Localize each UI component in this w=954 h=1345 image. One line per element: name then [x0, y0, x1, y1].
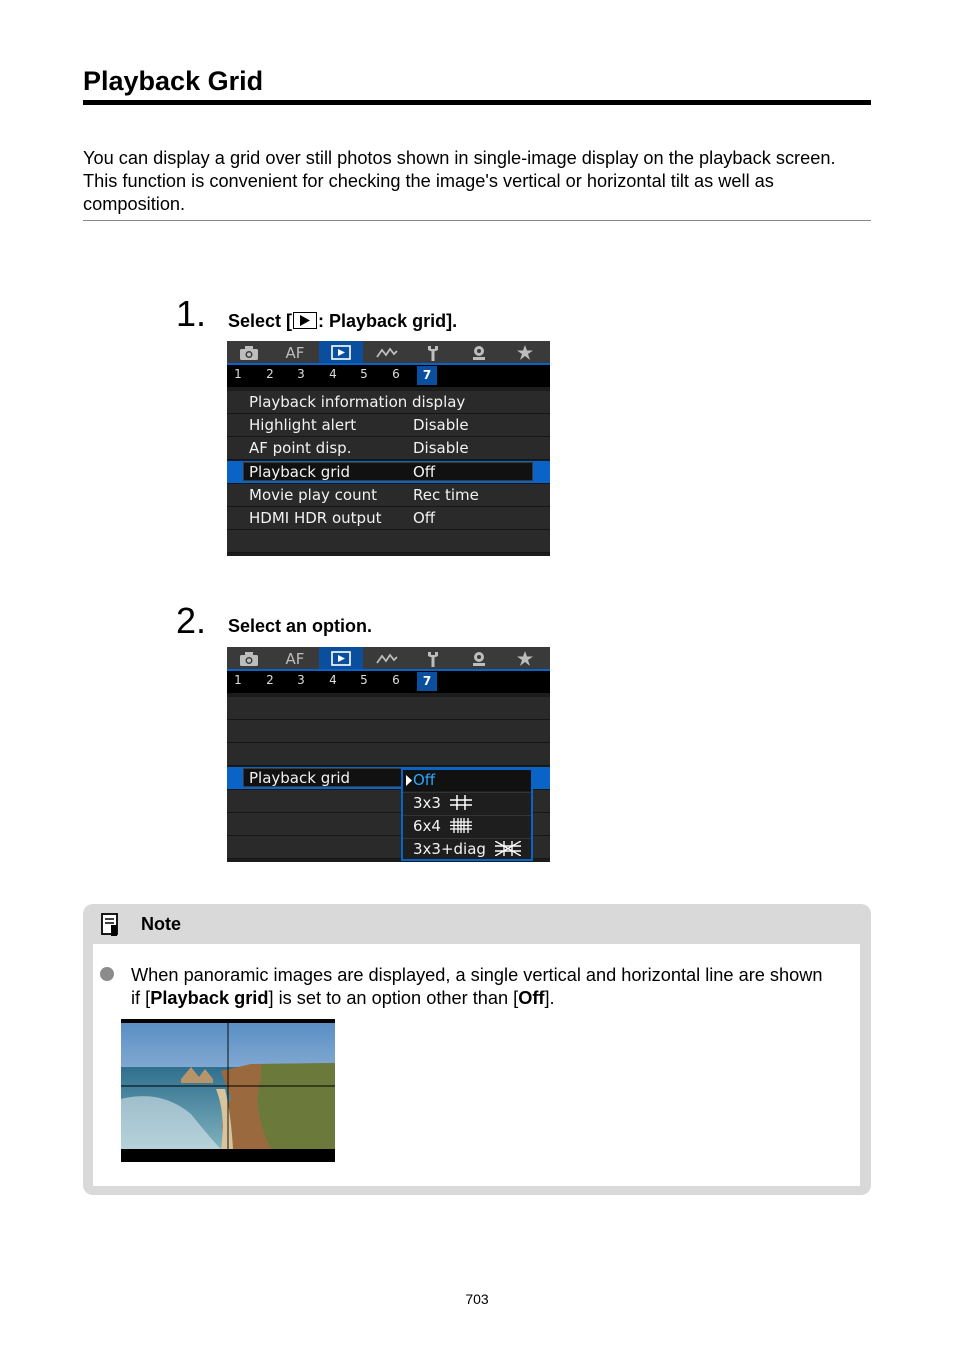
grid-6x4-icon — [450, 818, 472, 833]
menu-row-value: Disable — [413, 416, 469, 434]
playback-icon[interactable] — [319, 341, 363, 364]
grid-option-dropdown[interactable] — [401, 768, 533, 861]
menu-page-1[interactable]: 1 — [234, 367, 242, 381]
grid-option-3x3-diag[interactable] — [413, 840, 521, 858]
wave-icon[interactable] — [365, 341, 409, 364]
camera-icon[interactable] — [227, 341, 271, 364]
note-icon — [101, 913, 121, 937]
note-text — [131, 964, 831, 1010]
grid-option-off[interactable]: Off — [413, 771, 436, 789]
note-content — [93, 944, 860, 1186]
menu-page-6[interactable]: 6 — [392, 673, 400, 687]
menu-page-7[interactable]: 7 — [417, 672, 437, 691]
step-1-number: 1. — [176, 293, 207, 334]
menu-row[interactable] — [227, 484, 550, 507]
page-number-bar — [227, 671, 550, 693]
grid-option-6x4[interactable] — [413, 817, 472, 835]
note-text-3: ]. — [544, 988, 555, 1008]
menu-row-value: Off — [413, 509, 436, 527]
grid-option-3x3[interactable] — [413, 794, 472, 812]
menu-page-3[interactable]: 3 — [297, 367, 305, 381]
step-1-prefix: Select [ — [228, 311, 293, 331]
star-icon[interactable] — [503, 341, 547, 364]
note-title: Note — [141, 914, 181, 934]
menu-row-selected[interactable] — [227, 461, 550, 484]
menu-page-4[interactable]: 4 — [329, 367, 337, 381]
step-1-suffix: : Playback grid]. — [318, 311, 458, 331]
custom-function-icon[interactable] — [457, 341, 501, 364]
note-bold-off: Off — [518, 988, 545, 1008]
camera-menu-screen-1 — [227, 341, 550, 556]
bullet-icon — [100, 967, 114, 981]
wrench-icon[interactable] — [411, 647, 455, 670]
wave-icon[interactable] — [365, 647, 409, 670]
menu-row[interactable] — [227, 437, 550, 460]
menu-page-2[interactable]: 2 — [266, 367, 274, 381]
grid-option-3x3-label: 3x3 — [413, 794, 441, 812]
custom-function-icon[interactable] — [457, 647, 501, 670]
menu-page-5[interactable]: 5 — [360, 367, 368, 381]
step-2-number: 2. — [176, 600, 207, 641]
menu-page-7[interactable]: 7 — [417, 366, 437, 385]
menu-row-label: Playback grid — [249, 769, 351, 787]
dropdown-divider — [403, 815, 531, 816]
menu-row-label: Playback grid — [249, 463, 351, 481]
page-title: Playback Grid — [83, 64, 871, 105]
camera-menu-screen-2 — [227, 647, 550, 862]
tab-af[interactable]: AF — [285, 343, 305, 362]
menu-page-3[interactable]: 3 — [297, 673, 305, 687]
menu-row[interactable] — [227, 391, 550, 414]
menu-page-5[interactable]: 5 — [360, 673, 368, 687]
menu-row[interactable] — [227, 507, 550, 530]
divider — [83, 220, 871, 221]
note-text-1: When panoramic images are displayed, a single vertical and horizontal line are shown if [ — [131, 965, 823, 1008]
menu-row[interactable] — [227, 414, 550, 437]
page-number: 703 — [465, 1291, 489, 1307]
menu-row-value: Disable — [413, 439, 469, 457]
playback-icon[interactable] — [319, 647, 363, 670]
panorama-image — [121, 1019, 335, 1162]
menu-row-label: Movie play count — [249, 486, 378, 504]
menu-tab-bar — [227, 341, 550, 364]
menu-page-4[interactable]: 4 — [329, 673, 337, 687]
menu-row-label: HDMI HDR output — [249, 509, 382, 527]
step-2-text: Select an option. — [228, 616, 373, 636]
wrench-icon[interactable] — [411, 341, 455, 364]
menu-row-empty — [227, 530, 550, 553]
menu-row-empty — [227, 697, 550, 720]
menu-row-label: AF point disp. — [249, 439, 352, 457]
playback-tab-icon — [293, 312, 317, 329]
grid-option-3x3-diag-label: 3x3+diag — [413, 840, 486, 858]
menu-row-label: Highlight alert — [249, 416, 357, 434]
dropdown-divider — [403, 838, 531, 839]
menu-page-6[interactable]: 6 — [392, 367, 400, 381]
grid-option-6x4-label: 6x4 — [413, 817, 441, 835]
note-bold-playback-grid: Playback grid — [150, 988, 269, 1008]
step-1-text — [228, 310, 457, 332]
star-icon[interactable] — [503, 647, 547, 670]
menu-row-value: Off — [413, 463, 436, 481]
menu-row-empty — [227, 743, 550, 766]
caret-right-icon — [406, 775, 412, 786]
grid-3x3-icon — [450, 795, 472, 810]
menu-row-label: Playback information display — [249, 393, 466, 411]
menu-page-1[interactable]: 1 — [234, 673, 242, 687]
note-text-2: ] is set to an option other than [ — [268, 988, 519, 1008]
note-box — [83, 904, 871, 1195]
menu-row-value: Rec time — [413, 486, 479, 504]
intro-paragraph: You can display a grid over still photos shown in single-image display on the playback screen. This function is convenient for checking the image's vertical or horizontal tilt as well as composition. — [83, 148, 836, 214]
menu-tab-bar — [227, 647, 550, 670]
page-number-bar — [227, 365, 550, 387]
tab-af[interactable]: AF — [285, 649, 305, 668]
camera-icon[interactable] — [227, 647, 271, 670]
grid-3x3-diag-icon — [495, 841, 521, 856]
dropdown-divider — [403, 792, 531, 793]
menu-page-2[interactable]: 2 — [266, 673, 274, 687]
menu-row-empty — [227, 720, 550, 743]
